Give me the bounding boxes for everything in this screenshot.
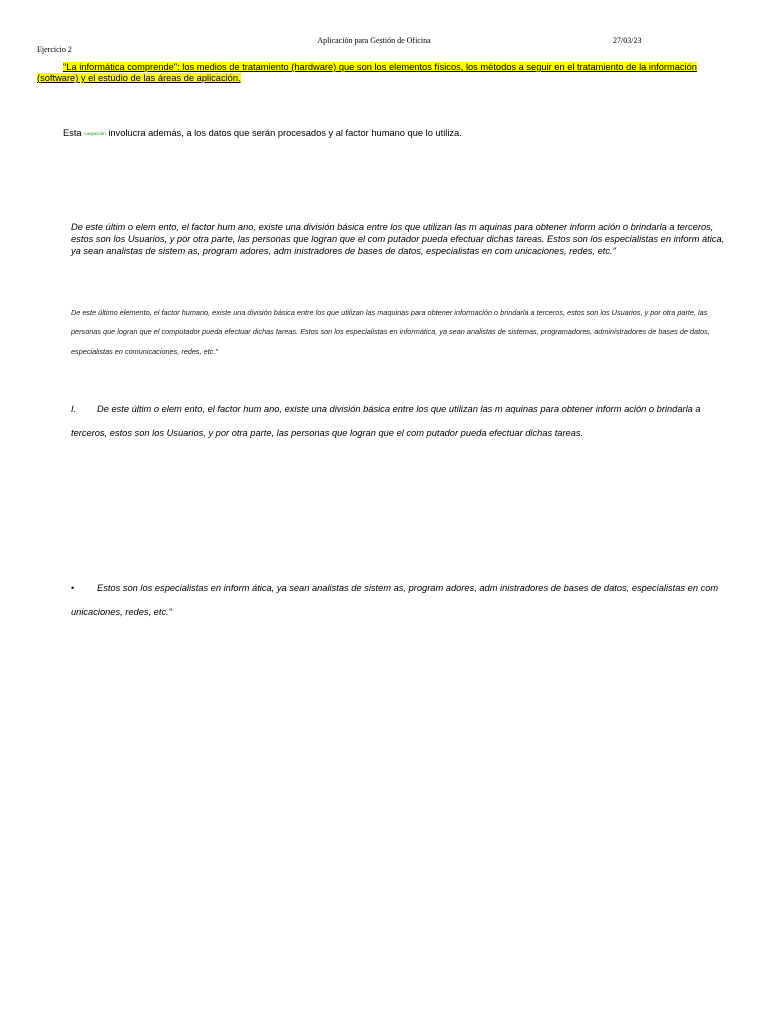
bullet-marker: •	[71, 583, 75, 593]
sentence-rest: involucra además, a los datos que serán procesados y al factor humano que lo utiliza.	[108, 128, 462, 138]
header-date: 27/03/23	[613, 36, 642, 45]
header-exercise: Ejercicio 2	[37, 45, 72, 54]
highlighted-quote: "La informática comprende": los medios de tratamiento (hardware) que son los elementos físicos, los métodos a seguir en el tratamiento de la información (software) y el estudio de las áreas de aplicación.	[37, 62, 697, 83]
numbered-item-text: De este últim o elem ento, el factor hum ano, existe una división básica entre los que utilizan las m aquinas para obtener inform ación o brindarla a terceros, estos son los Usuarios, y por otra parte, las personas que logran que el com putador pueda efectuar dichas tareas.	[71, 404, 701, 438]
tiny-green-label: conjunción	[84, 131, 106, 137]
numbered-marker: I.	[71, 404, 77, 414]
bullet-list-item	[71, 576, 731, 624]
numbered-list-item	[71, 397, 731, 445]
esta-sentence	[63, 128, 462, 138]
bullet-item-text: Estos son los especialistas en inform ática, ya sean analistas de sistem as, program adores, adm inistradores de bases de datos, especialistas en com unicaciones, redes, etc."	[71, 583, 719, 617]
intro-quote	[37, 62, 732, 84]
header-title: Aplicación para Gestión de Oficina	[317, 36, 431, 45]
sentence-start: Esta	[63, 128, 82, 138]
paragraph-italic-small: De este último elemento, el factor humano, existe una división básica entre los que utilizan las maquinas para obtener información o brindarla a terceros, estos son los Usuarios, y por otra parte, las personas que logran que el computador pueda efectuar dichas tareas. Estos son los especialistas en informática, ya sean analistas de sistemas, programadores, administradores de bases de datos, especialistas en comunicaciones, redes, etc."	[71, 308, 710, 356]
paragraph-italic-large: De este últim o elem ento, el factor hum ano, existe una división básica entre los que utilizan las m aquinas para obtener inform ación o brindarla a terceros, estos son los Usuarios, y por otra parte, las personas que logran que el com putador pueda efectuar dichas tareas. Estos son los especialistas en inform ática, ya sean analistas de sistem as, program adores, adm inistradores de bases de datos, especialistas en com unicaciones, redes, etc."	[71, 222, 725, 257]
